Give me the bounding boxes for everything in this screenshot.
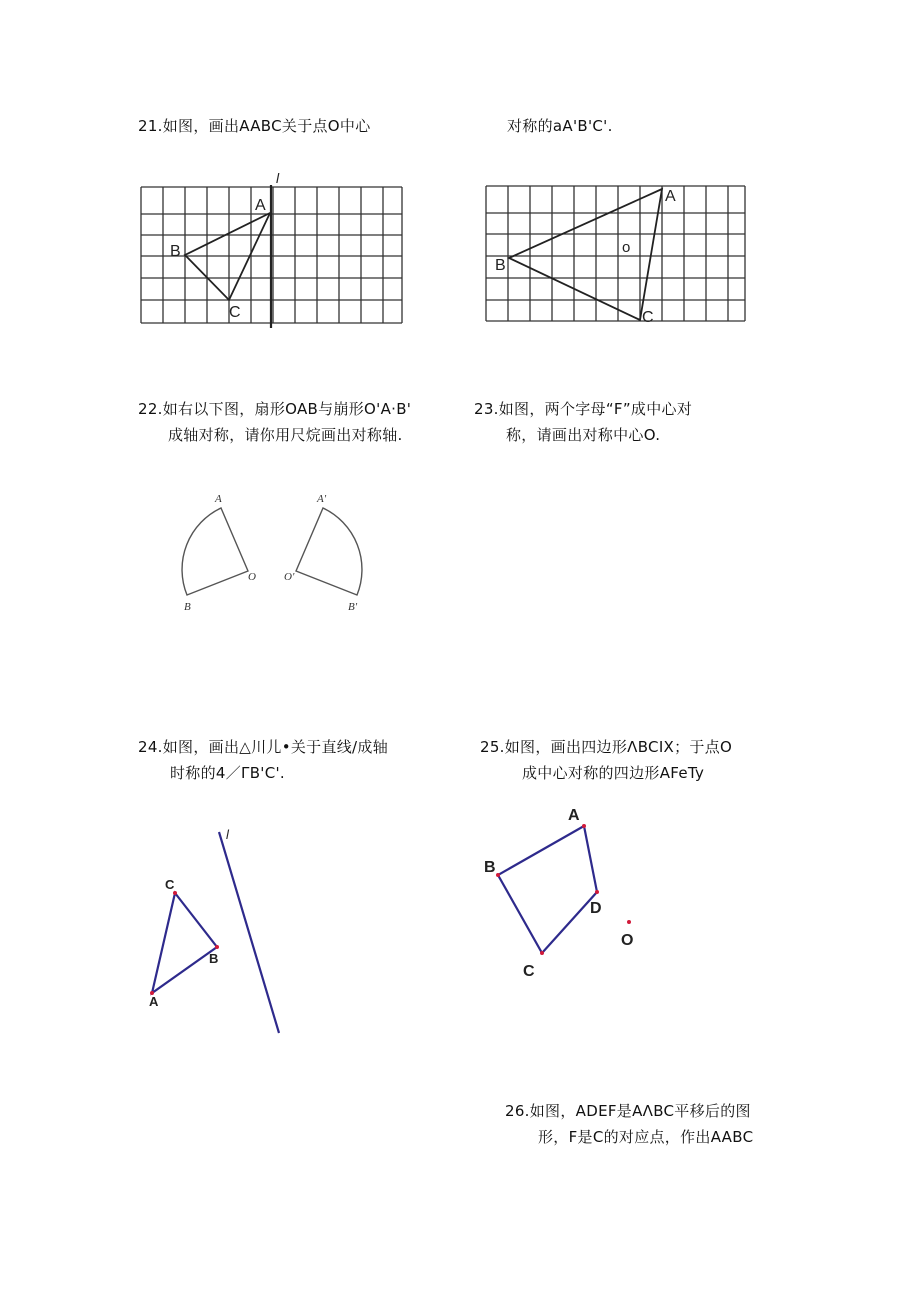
label-b: B: [170, 243, 181, 260]
label-l: l: [276, 170, 280, 186]
problem-25-line1: 25.如图，画出四边形ΛBCIX；于点O: [480, 738, 733, 756]
label-o-prime: O': [284, 571, 295, 583]
label-o: O: [248, 571, 256, 583]
problem-26-line2: 形，F是C的对应点，作出AABC: [538, 1128, 754, 1146]
sector-oab-prime: [296, 508, 362, 595]
label-a-prime: A': [317, 493, 327, 505]
label-c: C: [229, 304, 241, 321]
figure-25: [480, 800, 655, 985]
label-l: l: [226, 827, 229, 842]
quadrilateral-abcd: [498, 826, 597, 953]
label-b: B: [209, 951, 219, 966]
problem-21-text-cont: 对称的aA'B'C'.: [507, 117, 613, 135]
label-d: D: [590, 900, 602, 917]
problem-24-line2: 时称的4／ΓB'C'.: [170, 764, 285, 782]
label-a: A: [665, 188, 676, 205]
problem-22-line2: 成轴对称，请你用尺烷画出对称轴.: [168, 426, 403, 444]
problem-21-text: 21.如图，画出AABC关于点O中心: [138, 117, 371, 135]
figure-21-left: [130, 165, 420, 340]
sector-oab: [182, 508, 248, 595]
label-c: C: [642, 309, 654, 326]
label-c: C: [523, 963, 535, 980]
label-a: A: [215, 493, 222, 505]
label-o: o: [622, 239, 631, 256]
symmetry-line-l: [219, 832, 279, 1033]
figure-22-sectors: [170, 485, 380, 620]
label-b: B: [484, 859, 496, 876]
label-b-prime: B': [348, 601, 358, 613]
label-b: B: [184, 601, 191, 613]
label-c: C: [165, 877, 175, 892]
problem-22-line1: 22.如右以下图，扇形OAB与崩形O'A·B': [138, 400, 412, 418]
label-a: A: [568, 807, 580, 824]
triangle-abc: [152, 893, 217, 993]
problem-25-line2: 成中心对称的四边形AFeTy: [522, 764, 705, 782]
label-a: A: [149, 994, 159, 1009]
problem-23-line2: 称，请画出对称中心O.: [506, 426, 661, 444]
figure-21-right: [475, 172, 760, 332]
problem-23-line1: 23.如图，两个字母“F”成中心对: [474, 400, 693, 418]
label-b: B: [495, 257, 506, 274]
label-a: A: [255, 197, 266, 214]
center-point-o: [627, 920, 631, 924]
label-o: O: [621, 932, 634, 949]
figure-24: [140, 820, 290, 1040]
problem-24-line1: 24.如图，画出△川儿•关于直线/成轴: [138, 738, 388, 756]
problem-26-line1: 26.如图，ADEF是AΛBC平移后的图: [505, 1102, 751, 1120]
